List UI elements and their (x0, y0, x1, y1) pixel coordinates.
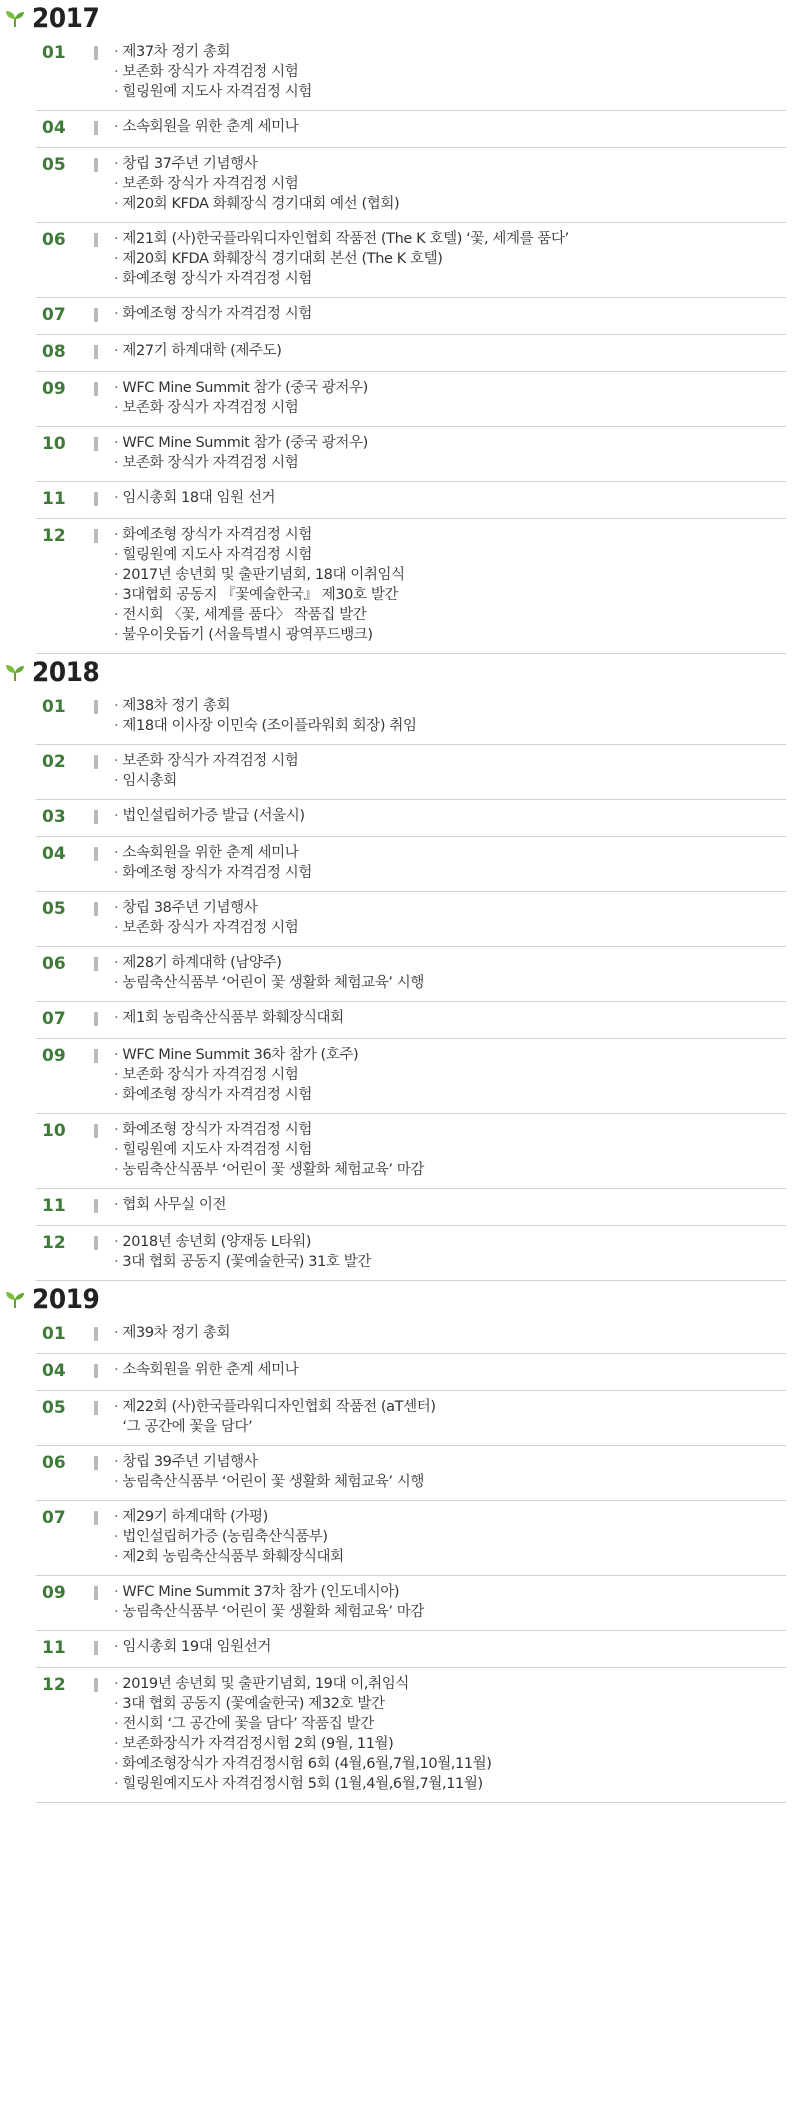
entry-item: · 화예조형장식가 자격검정시험 6회 (4월,6월,7월,10월,11월) (114, 1754, 786, 1774)
entry-divider-bar (94, 1456, 98, 1470)
entry-item: · 소속회원을 위한 춘계 세미나 (114, 843, 786, 863)
entry-month: 11 (42, 1638, 66, 1658)
entry-month: 04 (42, 844, 66, 864)
entry-divider-bar (94, 1511, 98, 1525)
year-header (0, 0, 800, 36)
entry-divider-bar (94, 1401, 98, 1415)
entry-item: · 3대 협회 공동지 (꽃예술한국) 31호 발간 (114, 1252, 786, 1272)
entry-item: · WFC Mine Summit 참가 (중국 광저우) (114, 433, 786, 453)
entry-divider-bar (94, 810, 98, 824)
timeline-entry (36, 1189, 786, 1226)
entry-divider-bar (94, 345, 98, 359)
timeline-entry (36, 1631, 786, 1668)
entry-item-list (114, 42, 786, 102)
entry-item-list (114, 751, 786, 791)
entry-divider-bar (94, 1012, 98, 1026)
entry-divider-bar (94, 1124, 98, 1138)
entry-divider-bar (94, 529, 98, 543)
entry-month: 06 (42, 230, 66, 250)
entry-item: · WFC Mine Summit 37차 참가 (인도네시아) (114, 1582, 786, 1602)
entry-item: · 전시회 〈꽃, 세계를 품다〉 작품집 발간 (114, 605, 786, 625)
entry-divider-bar (94, 1641, 98, 1655)
year-section (0, 654, 800, 1281)
entry-month: 01 (42, 1324, 66, 1344)
entry-item: · 힐링원예 지도사 자격검정 시험 (114, 545, 786, 565)
entry-item-list (114, 117, 786, 137)
entry-item: · 보존화 장식가 자격검정 시험 (114, 174, 786, 194)
entry-item: · 힐링원예지도사 자격검정시험 5회 (1월,4월,6월,7월,11월) (114, 1774, 786, 1794)
entry-item: · 보존화 장식가 자격검정 시험 (114, 751, 786, 771)
entry-month: 12 (42, 1675, 66, 1695)
entry-item-list (114, 1195, 786, 1215)
entry-month: 07 (42, 1508, 66, 1528)
entry-month: 07 (42, 1009, 66, 1029)
entry-item: · 화예조형 장식가 자격검정 시험 (114, 304, 786, 324)
entry-item-list (114, 1674, 786, 1794)
entry-item-list (114, 433, 786, 473)
timeline-entry (36, 36, 786, 111)
year-entries (0, 1317, 800, 1803)
entry-item: · 3대 협회 공동지 (꽃예술한국) 제32호 발간 (114, 1694, 786, 1714)
entry-divider-bar (94, 1049, 98, 1063)
timeline-entry (36, 298, 786, 335)
entry-item: · 협회 사무실 이전 (114, 1195, 786, 1215)
entry-item-list (114, 378, 786, 418)
timeline-entry (36, 427, 786, 482)
entry-item: · 불우이웃돕기 (서울특별시 광역푸드뱅크) (114, 625, 786, 645)
entry-month: 11 (42, 489, 66, 509)
entry-item: · 법인설립허가증 발급 (서울시) (114, 806, 786, 826)
entry-item-list (114, 1323, 786, 1343)
entry-item: · 제39차 정기 총회 (114, 1323, 786, 1343)
year-section (0, 0, 800, 654)
entry-month: 03 (42, 807, 66, 827)
entry-item-list (114, 1008, 786, 1028)
entry-item: · 제28기 하계대학 (남양주) (114, 953, 786, 973)
entry-divider-bar (94, 957, 98, 971)
entry-month: 09 (42, 1583, 66, 1603)
entry-month: 08 (42, 342, 66, 362)
entry-month: 11 (42, 1196, 66, 1216)
year-title: 2019 (32, 1283, 100, 1315)
entry-divider-bar (94, 1327, 98, 1341)
entry-divider-bar (94, 437, 98, 451)
entry-month: 10 (42, 1121, 66, 1141)
timeline-entry (36, 1391, 786, 1446)
entry-item: · 제38차 정기 총회 (114, 696, 786, 716)
entry-divider-bar (94, 1586, 98, 1600)
timeline-entry (36, 1002, 786, 1039)
entry-month: 01 (42, 697, 66, 717)
entry-item: · 제27기 하계대학 (제주도) (114, 341, 786, 361)
entry-item: · 농림축산식품부 ‘어린이 꽃 생활화 체험교육’ 시행 (114, 1472, 786, 1492)
entry-item: · 소속회원을 위한 춘계 세미나 (114, 117, 786, 137)
entry-divider-bar (94, 492, 98, 506)
entry-item-list (114, 953, 786, 993)
entry-divider-bar (94, 121, 98, 135)
entry-item-list (114, 1397, 786, 1437)
entry-month: 12 (42, 526, 66, 546)
timeline-entry (36, 1446, 786, 1501)
timeline-entry (36, 947, 786, 1002)
entry-item-list (114, 1232, 786, 1272)
sprout-icon (4, 661, 26, 683)
entry-item-list (114, 898, 786, 938)
entry-item-list (114, 843, 786, 883)
year-title: 2018 (32, 656, 100, 688)
sprout-icon (4, 7, 26, 29)
timeline-entry (36, 1114, 786, 1189)
entry-item: · 농림축산식품부 ‘어린이 꽃 생활화 체험교육’ 마감 (114, 1602, 786, 1622)
entry-item: · 제22회 (사)한국플라워디자인협회 작품전 (aT센터) (114, 1397, 786, 1417)
timeline-entry (36, 1354, 786, 1391)
year-header (0, 1281, 800, 1317)
year-title: 2017 (32, 2, 100, 34)
entry-divider-bar (94, 233, 98, 247)
timeline-entry (36, 223, 786, 298)
timeline-entry (36, 837, 786, 892)
entry-item: · 창립 39주년 기념행사 (114, 1452, 786, 1472)
entry-month: 12 (42, 1233, 66, 1253)
entry-month: 09 (42, 379, 66, 399)
entry-item-list (114, 1360, 786, 1380)
entry-item: · 보존화장식가 자격검정시험 2회 (9월, 11월) (114, 1734, 786, 1754)
entry-item: · 2017년 송년회 및 출판기념회, 18대 이취임식 (114, 565, 786, 585)
entry-divider-bar (94, 902, 98, 916)
entry-item-list (114, 488, 786, 508)
entry-item: · 법인설립허가증 (농림축산식품부) (114, 1527, 786, 1547)
entry-month: 02 (42, 752, 66, 772)
entry-month: 09 (42, 1046, 66, 1066)
entry-item: · 보존화 장식가 자격검정 시험 (114, 453, 786, 473)
entry-item: ‘그 공간에 꽃을 담다’ (122, 1419, 253, 1435)
entry-item-list (114, 525, 786, 645)
entry-month: 04 (42, 118, 66, 138)
entry-divider-bar (94, 308, 98, 322)
entry-item: · WFC Mine Summit 참가 (중국 광저우) (114, 378, 786, 398)
entry-divider-bar (94, 700, 98, 714)
entry-item: · 제29기 하계대학 (가평) (114, 1507, 786, 1527)
timeline-entry (36, 372, 786, 427)
timeline-entry (36, 1668, 786, 1803)
entry-item: · 화예조형 장식가 자격검정 시험 (114, 269, 786, 289)
entry-item: · 힐링원예 지도사 자격검정 시험 (114, 1140, 786, 1160)
entry-item: · 전시회 ‘그 공간에 꽃을 담다’ 작품집 발간 (114, 1714, 786, 1734)
timeline-entry (36, 335, 786, 372)
entry-item: · 화예조형 장식가 자격검정 시험 (114, 525, 786, 545)
entry-item-list (114, 1637, 786, 1657)
entry-month: 06 (42, 954, 66, 974)
entry-divider-bar (94, 1236, 98, 1250)
entry-item: · 제20회 KFDA 화훼장식 경기대회 예선 (협회) (114, 194, 786, 214)
entry-divider-bar (94, 755, 98, 769)
timeline-entry (36, 111, 786, 148)
entry-month: 05 (42, 155, 66, 175)
entry-item: · 2019년 송년회 및 출판기념회, 19대 이,취임식 (114, 1674, 786, 1694)
entry-item: · 보존화 장식가 자격검정 시험 (114, 62, 786, 82)
entry-month: 07 (42, 305, 66, 325)
entry-item: · 임시총회 (114, 771, 786, 791)
entry-divider-bar (94, 1678, 98, 1692)
timeline-entry (36, 1576, 786, 1631)
entry-item: · 2018년 송년회 (양재동 L타워) (114, 1232, 786, 1252)
year-header (0, 654, 800, 690)
timeline-entry (36, 745, 786, 800)
entry-month: 05 (42, 899, 66, 919)
entry-item-list (114, 1120, 786, 1180)
year-entries (0, 36, 800, 654)
year-entries (0, 690, 800, 1281)
entry-item: · 보존화 장식가 자격검정 시험 (114, 398, 786, 418)
entry-item: · 제2회 농림축산식품부 화훼장식대회 (114, 1547, 786, 1567)
entry-divider-bar (94, 382, 98, 396)
entry-item: · 보존화 장식가 자격검정 시험 (114, 1065, 786, 1085)
entry-month: 05 (42, 1398, 66, 1418)
timeline-entry (36, 800, 786, 837)
timeline-entry (36, 148, 786, 223)
entry-item: · 농림축산식품부 ‘어린이 꽃 생활화 체험교육’ 마감 (114, 1160, 786, 1180)
entry-divider-bar (94, 46, 98, 60)
entry-item: · 제18대 이사장 이민숙 (조이플라워회 회장) 취임 (114, 716, 786, 736)
entry-item: · 3대협회 공동지 『꽃예술한국』 제30호 발간 (114, 585, 786, 605)
year-section (0, 1281, 800, 1803)
entry-item-list (114, 806, 786, 826)
timeline-entry (36, 892, 786, 947)
entry-item-list (114, 1507, 786, 1567)
entry-item-list (114, 304, 786, 324)
entry-item-list (114, 1452, 786, 1492)
entry-month: 01 (42, 43, 66, 63)
entry-item: · 임시총회 19대 임원선거 (114, 1637, 786, 1657)
entry-item: · 창립 37주년 기념행사 (114, 154, 786, 174)
entry-item: · WFC Mine Summit 36차 참가 (호주) (114, 1045, 786, 1065)
entry-item: · 화예조형 장식가 자격검정 시험 (114, 1120, 786, 1140)
entry-month: 06 (42, 1453, 66, 1473)
entry-item-list (114, 154, 786, 214)
entry-divider-bar (94, 1364, 98, 1378)
entry-item: · 제20회 KFDA 화훼장식 경기대회 본선 (The K 호텔) (114, 249, 786, 269)
entry-item: · 임시총회 18대 임원 선거 (114, 488, 786, 508)
entry-item: · 화예조형 장식가 자격검정 시험 (114, 863, 786, 883)
entry-item: · 제1회 농림축산식품부 화훼장식대회 (114, 1008, 786, 1028)
entry-divider-bar (94, 847, 98, 861)
entry-item: · 화예조형 장식가 자격검정 시험 (114, 1085, 786, 1105)
timeline-entry (36, 1039, 786, 1114)
entry-item: · 힐링원예 지도사 자격검정 시험 (114, 82, 786, 102)
entry-item: · 소속회원을 위한 춘계 세미나 (114, 1360, 786, 1380)
entry-item-list (114, 341, 786, 361)
entry-item: · 농림축산식품부 ‘어린이 꽃 생활화 체험교육’ 시행 (114, 973, 786, 993)
entry-item-list (114, 229, 786, 289)
entry-divider-bar (94, 1199, 98, 1213)
entry-item: · 보존화 장식가 자격검정 시험 (114, 918, 786, 938)
entry-item: · 창립 38주년 기념행사 (114, 898, 786, 918)
entry-item-list (114, 1045, 786, 1105)
entry-month: 10 (42, 434, 66, 454)
entry-item: · 제21회 (사)한국플라워디자인협회 작품전 (The K 호텔) ‘꽃, 세계를 품다’ (114, 229, 786, 249)
sprout-icon (4, 1288, 26, 1310)
timeline-entry (36, 482, 786, 519)
entry-divider-bar (94, 158, 98, 172)
entry-item-list (114, 1582, 786, 1622)
entry-item: · 제37차 정기 총회 (114, 42, 786, 62)
timeline-entry (36, 1501, 786, 1576)
timeline-entry (36, 690, 786, 745)
timeline-entry (36, 519, 786, 654)
entry-month: 04 (42, 1361, 66, 1381)
entry-item-list (114, 696, 786, 736)
timeline-entry (36, 1317, 786, 1354)
timeline-entry (36, 1226, 786, 1281)
